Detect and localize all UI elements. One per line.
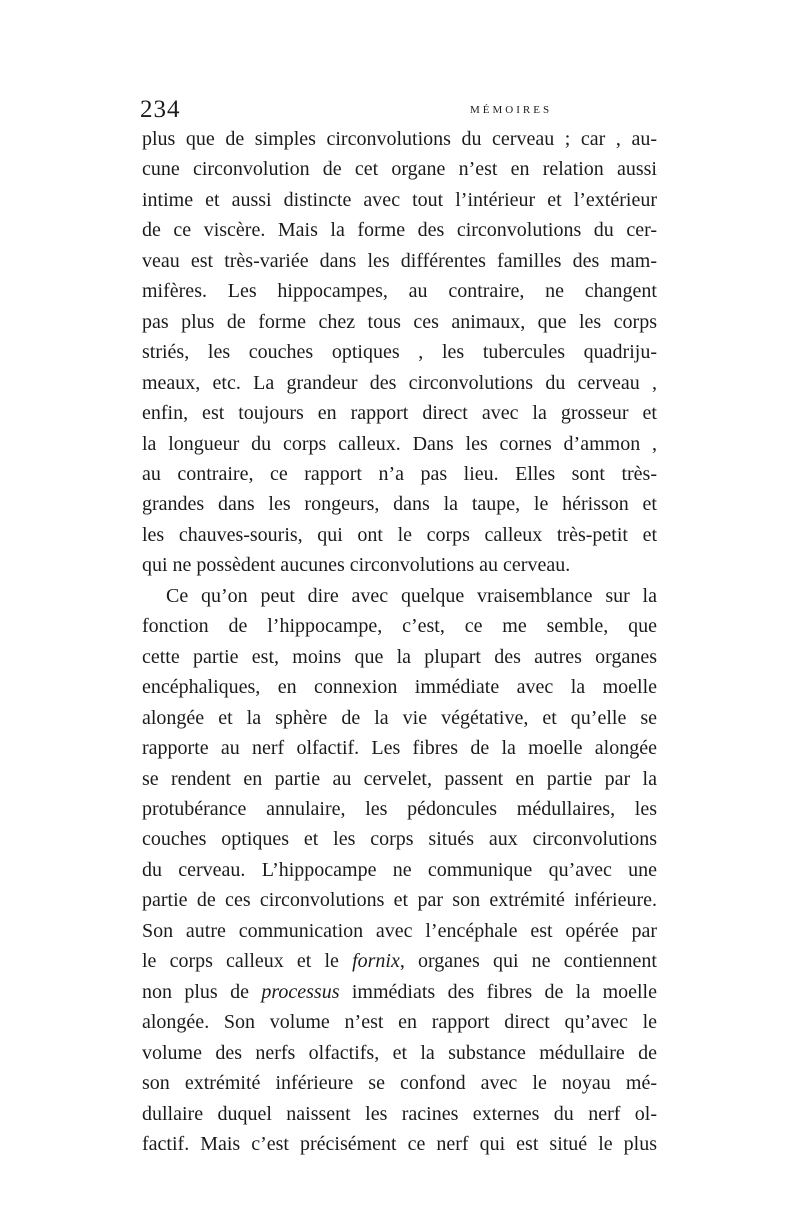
text-line: alongée et la sphère de la vie végétative, et qu’elle se: [142, 706, 657, 729]
italic-term-fornix: fornix: [352, 950, 400, 973]
text-line: protubérance annulaire, les pédoncules médullaires, les: [142, 797, 657, 820]
text-line: intime et aussi distincte avec tout l’intérieur et l’extérieur: [142, 188, 657, 211]
text-line: rapporte au nerf olfactif. Les fibres de la moelle alongée: [142, 737, 657, 760]
line-before-italic: le corps calleux et le: [142, 950, 353, 973]
text-line: du cerveau. L’hippocampe ne communique qu’avec une: [142, 858, 657, 881]
paragraph-end-line: qui ne possèdent aucunes circonvolutions au cerveau.: [142, 554, 571, 577]
text-line: alongée. Son volume n’est en rapport direct qu’avec le: [142, 1011, 657, 1034]
text-line: [142, 946, 657, 976]
text-line: meaux, etc. La grandeur des circonvolutions du cerveau ,: [142, 371, 657, 394]
text-line: couches optiques et les corps situés aux circonvolutions: [142, 828, 657, 851]
text-line: partie de ces circonvolutions et par son extrémité inférieure.: [142, 889, 657, 912]
text-line: veau est très-variée dans les différentes familles des mam-: [142, 249, 657, 272]
text-line: cette partie est, moins que la plupart des autres organes: [142, 645, 657, 668]
line-before-italic: non plus de: [142, 980, 262, 1003]
text-line: factif. Mais c’est précisément ce nerf qui est situé le plus: [142, 1132, 657, 1155]
line-after-italic: , organes qui ne contiennent: [399, 950, 657, 973]
text-line: fonction de l’hippocampe, c’est, ce me semble, que: [142, 615, 657, 638]
paragraph-start-line: Ce qu’on peut dire avec quelque vraisemblance sur la: [166, 584, 657, 607]
text-line: grandes dans les rongeurs, dans la taupe, le hérisson et: [142, 493, 657, 516]
page-header: [140, 96, 660, 124]
text-line: au contraire, ce rapport n’a pas lieu. Elles sont très-: [142, 462, 657, 485]
page-number: 234: [140, 96, 181, 123]
text-line: encéphaliques, en connexion immédiate avec la moelle: [142, 676, 657, 699]
text-line: mifères. Les hippocampes, au contraire, ne changent: [142, 280, 657, 303]
text-line: de ce viscère. Mais la forme des circonvolutions du cer-: [142, 219, 657, 242]
line-after-italic: immédiats des fibres de la moelle: [339, 980, 657, 1003]
italic-term-processus: processus: [261, 980, 340, 1003]
text-line: se rendent en partie au cervelet, passent en partie par la: [142, 767, 657, 790]
body-text: [142, 124, 657, 1159]
text-line: cune circonvolution de cet organe n’est en relation aussi: [142, 158, 657, 181]
text-line: enfin, est toujours en rapport direct avec la grosseur et: [142, 402, 657, 425]
text-line: plus que de simples circonvolutions du cerveau ; car , au-: [142, 128, 657, 150]
text-line: pas plus de forme chez tous ces animaux, que les corps: [142, 310, 657, 333]
text-line: son extrémité inférieure se confond avec le noyau mé-: [142, 1072, 657, 1095]
text-line: les chauves-souris, qui ont le corps calleux très-petit et: [142, 523, 657, 546]
text-line: dullaire duquel naissent les racines externes du nerf ol-: [142, 1102, 657, 1125]
text-line: la longueur du corps calleux. Dans les cornes d’ammon ,: [142, 432, 657, 455]
running-head: MÉMOIRES: [470, 104, 553, 116]
text-line: striés, les couches optiques , les tubercules quadriju-: [142, 341, 657, 364]
text-line: volume des nerfs olfactifs, et la substance médullaire de: [142, 1041, 657, 1064]
text-line: Son autre communication avec l’encéphale est opérée par: [142, 919, 657, 942]
text-line: [142, 977, 657, 1007]
